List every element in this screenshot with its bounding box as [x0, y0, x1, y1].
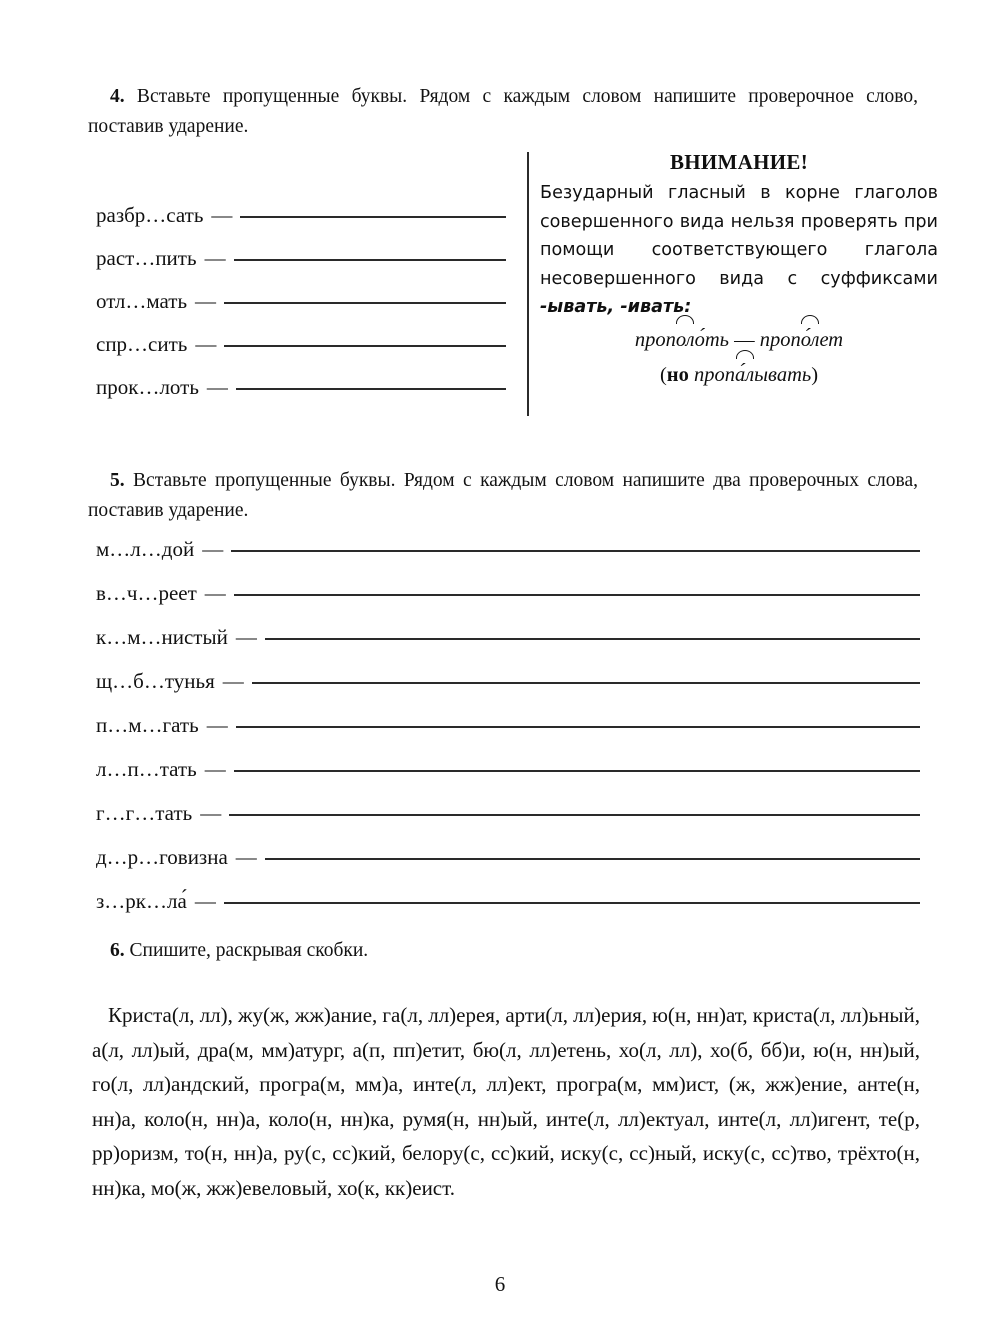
exercise-5-number: 5.: [110, 470, 125, 491]
answer-blank[interactable]: [231, 550, 920, 552]
exercise-4-word-list: [96, 203, 506, 418]
word-row: [96, 332, 506, 375]
word-row: [96, 246, 506, 289]
answer-blank[interactable]: [224, 302, 506, 304]
word-row: [96, 757, 920, 801]
example-word-prefix: проп: [634, 329, 676, 352]
example-dash: —: [729, 329, 760, 352]
answer-blank[interactable]: [236, 388, 506, 390]
exercise-6-number: 6.: [110, 940, 125, 961]
root-arc-mark: а́л: [735, 360, 754, 391]
attention-body: [540, 179, 938, 321]
word-text: раст…пить: [96, 246, 197, 270]
exercise-4-instruction: Вставьте пропущенные буквы. Рядом с каждым словом напишите проверочное слово, поставив ударение.: [88, 86, 918, 137]
exercise-5-heading: [88, 466, 918, 526]
attention-title: ВНИМАНИЕ!: [669, 150, 809, 174]
answer-blank[interactable]: [234, 259, 506, 261]
word-text: л…п…тать: [96, 757, 197, 781]
attention-example-line-2: [540, 360, 938, 391]
exercise-5-word-list: [96, 537, 920, 933]
word-row: [96, 375, 506, 418]
exercise-4-heading: [88, 82, 918, 142]
em-dash: —: [202, 537, 224, 561]
word-row: [96, 889, 920, 933]
attention-suffixes: -ывать, -ивать:: [540, 297, 692, 318]
word-row: [96, 845, 920, 889]
word-text: п…м…гать: [96, 713, 199, 737]
em-dash: —: [194, 889, 216, 913]
exercise-6-heading: [88, 936, 918, 966]
em-dash: —: [200, 801, 222, 825]
answer-blank[interactable]: [265, 638, 920, 640]
answer-blank[interactable]: [224, 345, 506, 347]
example-word-suffix: ывать: [754, 364, 812, 387]
em-dash: —: [211, 203, 233, 227]
word-text: г…г…тать: [96, 801, 193, 825]
word-text: прок…лоть: [96, 375, 199, 399]
em-dash: —: [235, 845, 257, 869]
vertical-divider: [527, 152, 529, 416]
word-text: к…м…нистый: [96, 625, 228, 649]
word-row: [96, 713, 920, 757]
answer-blank[interactable]: [252, 682, 920, 684]
answer-blank[interactable]: [224, 902, 920, 904]
example-word-prefix: проп: [759, 329, 801, 352]
word-row: [96, 625, 920, 669]
word-text: разбр…сать: [96, 203, 204, 227]
word-row: [96, 203, 506, 246]
page-number: 6: [494, 1272, 506, 1296]
answer-blank[interactable]: [234, 594, 920, 596]
em-dash: —: [195, 332, 217, 356]
word-text: в…ч…реет: [96, 581, 197, 605]
root-arc-mark: ол: [676, 325, 695, 356]
exercise-6-word-bank: Криста(л, лл), жу(ж, жж)ание, га(л, лл)ерея, арти(л, лл)ерия, ю(н, нн)ат, криста(л, лл)ьный, а(л, лл)ый, дра(м, мм)атург, а(п, пп)етит, бю(л, лл)етень, хо(л, лл), хо(б, бб)и, ю(н, нн)ый, го(л, лл)андский, програ(м, мм)а, инте(л, лл)ект, програ(м, мм)ист, (ж, жж)ение, анте(н, нн)а, коло(н, нн)а, коло(н, нн)ка, румя(н, нн)ый, инте(л, лл)ектуал, инте(л, лл)игент, те(р, рр)оризм, то(н, нн)а, ру(с, сс)кий, белору(с, сс)кий, иску(с, сс)ный, иску(с, сс)тво, трёхто(н, нн)ка, мо(ж, жж)евеловый, хо(к, кк)еист.: [92, 1003, 920, 1200]
word-row: [96, 801, 920, 845]
word-row: [96, 669, 920, 713]
word-row: [96, 581, 920, 625]
paren-open: (: [659, 364, 667, 387]
answer-blank[interactable]: [234, 770, 920, 772]
example-contrast-word: но: [666, 364, 689, 387]
answer-blank[interactable]: [229, 814, 920, 816]
em-dash: —: [235, 625, 257, 649]
exercise-6-instruction: Спишите, раскрывая скобки.: [124, 940, 369, 961]
exercise-4-number: 4.: [110, 86, 125, 107]
em-dash: —: [195, 289, 217, 313]
attention-rule-text: Безударный гласный в корне глаголов совершенного вида нельзя проверять при помощи соответствующего глагола несовершенного вида с суффиксами: [540, 183, 938, 289]
paren-close: ): [811, 364, 819, 387]
answer-blank[interactable]: [265, 858, 920, 860]
exercise-5-instruction: Вставьте пропущенные буквы. Рядом с каждым словом напишите два проверочных слова, поставив ударение.: [88, 470, 918, 521]
attention-callout: [540, 148, 938, 391]
example-word-prefix: проп: [688, 364, 735, 387]
em-dash: —: [222, 669, 244, 693]
em-dash: —: [204, 581, 226, 605]
em-dash: —: [204, 757, 226, 781]
word-text: отл…мать: [96, 289, 188, 313]
answer-blank[interactable]: [236, 726, 920, 728]
example-word-suffix: о́ть: [694, 329, 729, 352]
answer-blank[interactable]: [240, 216, 506, 218]
example-word-suffix: ет: [819, 329, 844, 352]
word-row: [96, 537, 920, 581]
word-text: щ…б…тунья: [96, 669, 215, 693]
word-text: д…р…говизна: [96, 845, 228, 869]
em-dash: —: [206, 375, 228, 399]
word-text: спр…сить: [96, 332, 188, 356]
root-arc-mark: о́л: [801, 325, 820, 356]
em-dash: —: [204, 246, 226, 270]
word-text: м…л…дой: [96, 537, 195, 561]
word-text: з…рк…ла́: [96, 889, 187, 913]
word-row: [96, 289, 506, 332]
em-dash: —: [206, 713, 228, 737]
